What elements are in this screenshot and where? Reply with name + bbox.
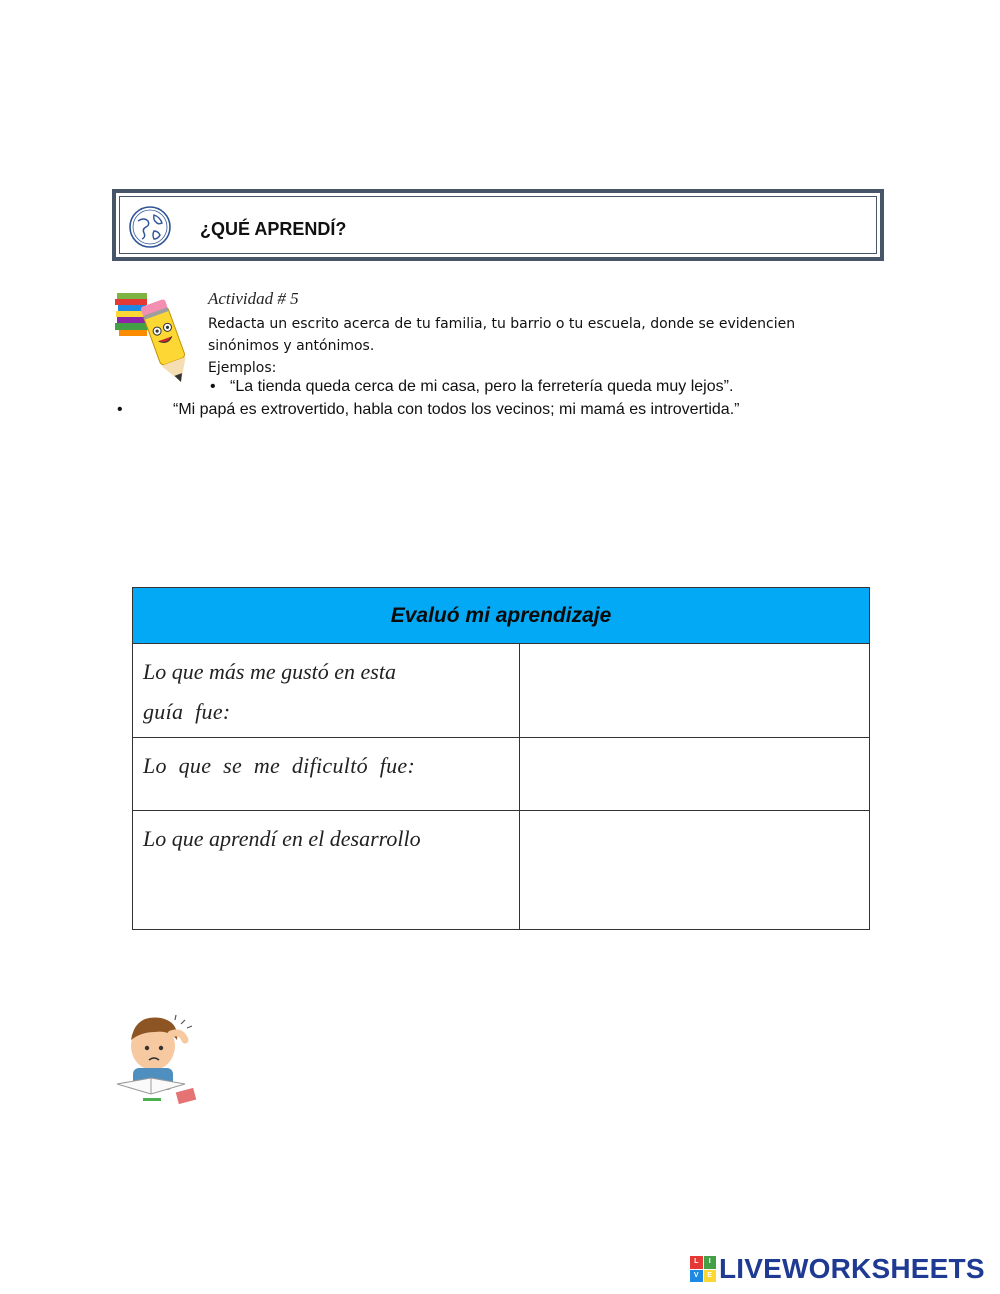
logo-mark-letter: L (690, 1256, 703, 1269)
globe-icon (126, 203, 174, 251)
example-1-text: “La tienda queda cerca de mi casa, pero la ferretería queda muy lejos”. (230, 378, 734, 395)
answer-cell-learned[interactable] (520, 811, 870, 930)
section-header (112, 189, 884, 261)
example-2-text: “Mi papá es extrovertido, habla con todos los vecinos; mi mamá es introvertida.” (173, 401, 740, 418)
section-title: ¿QUÉ APRENDÍ? (200, 219, 347, 239)
logo-mark-letter: I (704, 1256, 717, 1269)
example-item (117, 401, 739, 419)
student-studying-icon (113, 1010, 209, 1110)
row-1-label-line-2: guía fue: (143, 699, 231, 724)
answer-cell-difficult[interactable] (520, 738, 870, 811)
bullet: • (117, 401, 123, 418)
examples-label: Ejemplos: (208, 360, 277, 376)
table-row (133, 811, 870, 930)
logo-mark-letter: V (690, 1270, 703, 1283)
evaluation-table (132, 587, 870, 930)
pencil-mascot-icon (113, 291, 199, 389)
evaluation-title: Evaluó mi aprendizaje (133, 588, 870, 644)
activity-title: Actividad # 5 (208, 289, 299, 308)
activity-body (208, 313, 848, 379)
section-header-inner-border (119, 196, 877, 254)
activity-instruction: Redacta un escrito acerca de tu familia, tu barrio o tu escuela, donde se evidencien sinónimos y antónimos. (208, 316, 796, 354)
logo-mark-letter: E (704, 1270, 717, 1283)
row-2-label: Lo que se me dificultó fue: (133, 738, 520, 811)
logo-mark-icon (690, 1256, 716, 1282)
liveworksheets-logo (690, 1252, 985, 1286)
answer-cell-liked[interactable] (520, 644, 870, 738)
bullet: • (210, 378, 216, 395)
row-1-label-line-1: Lo que más me gustó en esta (143, 659, 396, 684)
example-item (210, 378, 733, 396)
table-row (133, 738, 870, 811)
row-3-label: Lo que aprendí en el desarrollo (133, 811, 520, 930)
logo-text: LIVEWORKSHEETS (719, 1253, 985, 1284)
row-label (133, 644, 520, 738)
table-row (133, 644, 870, 738)
